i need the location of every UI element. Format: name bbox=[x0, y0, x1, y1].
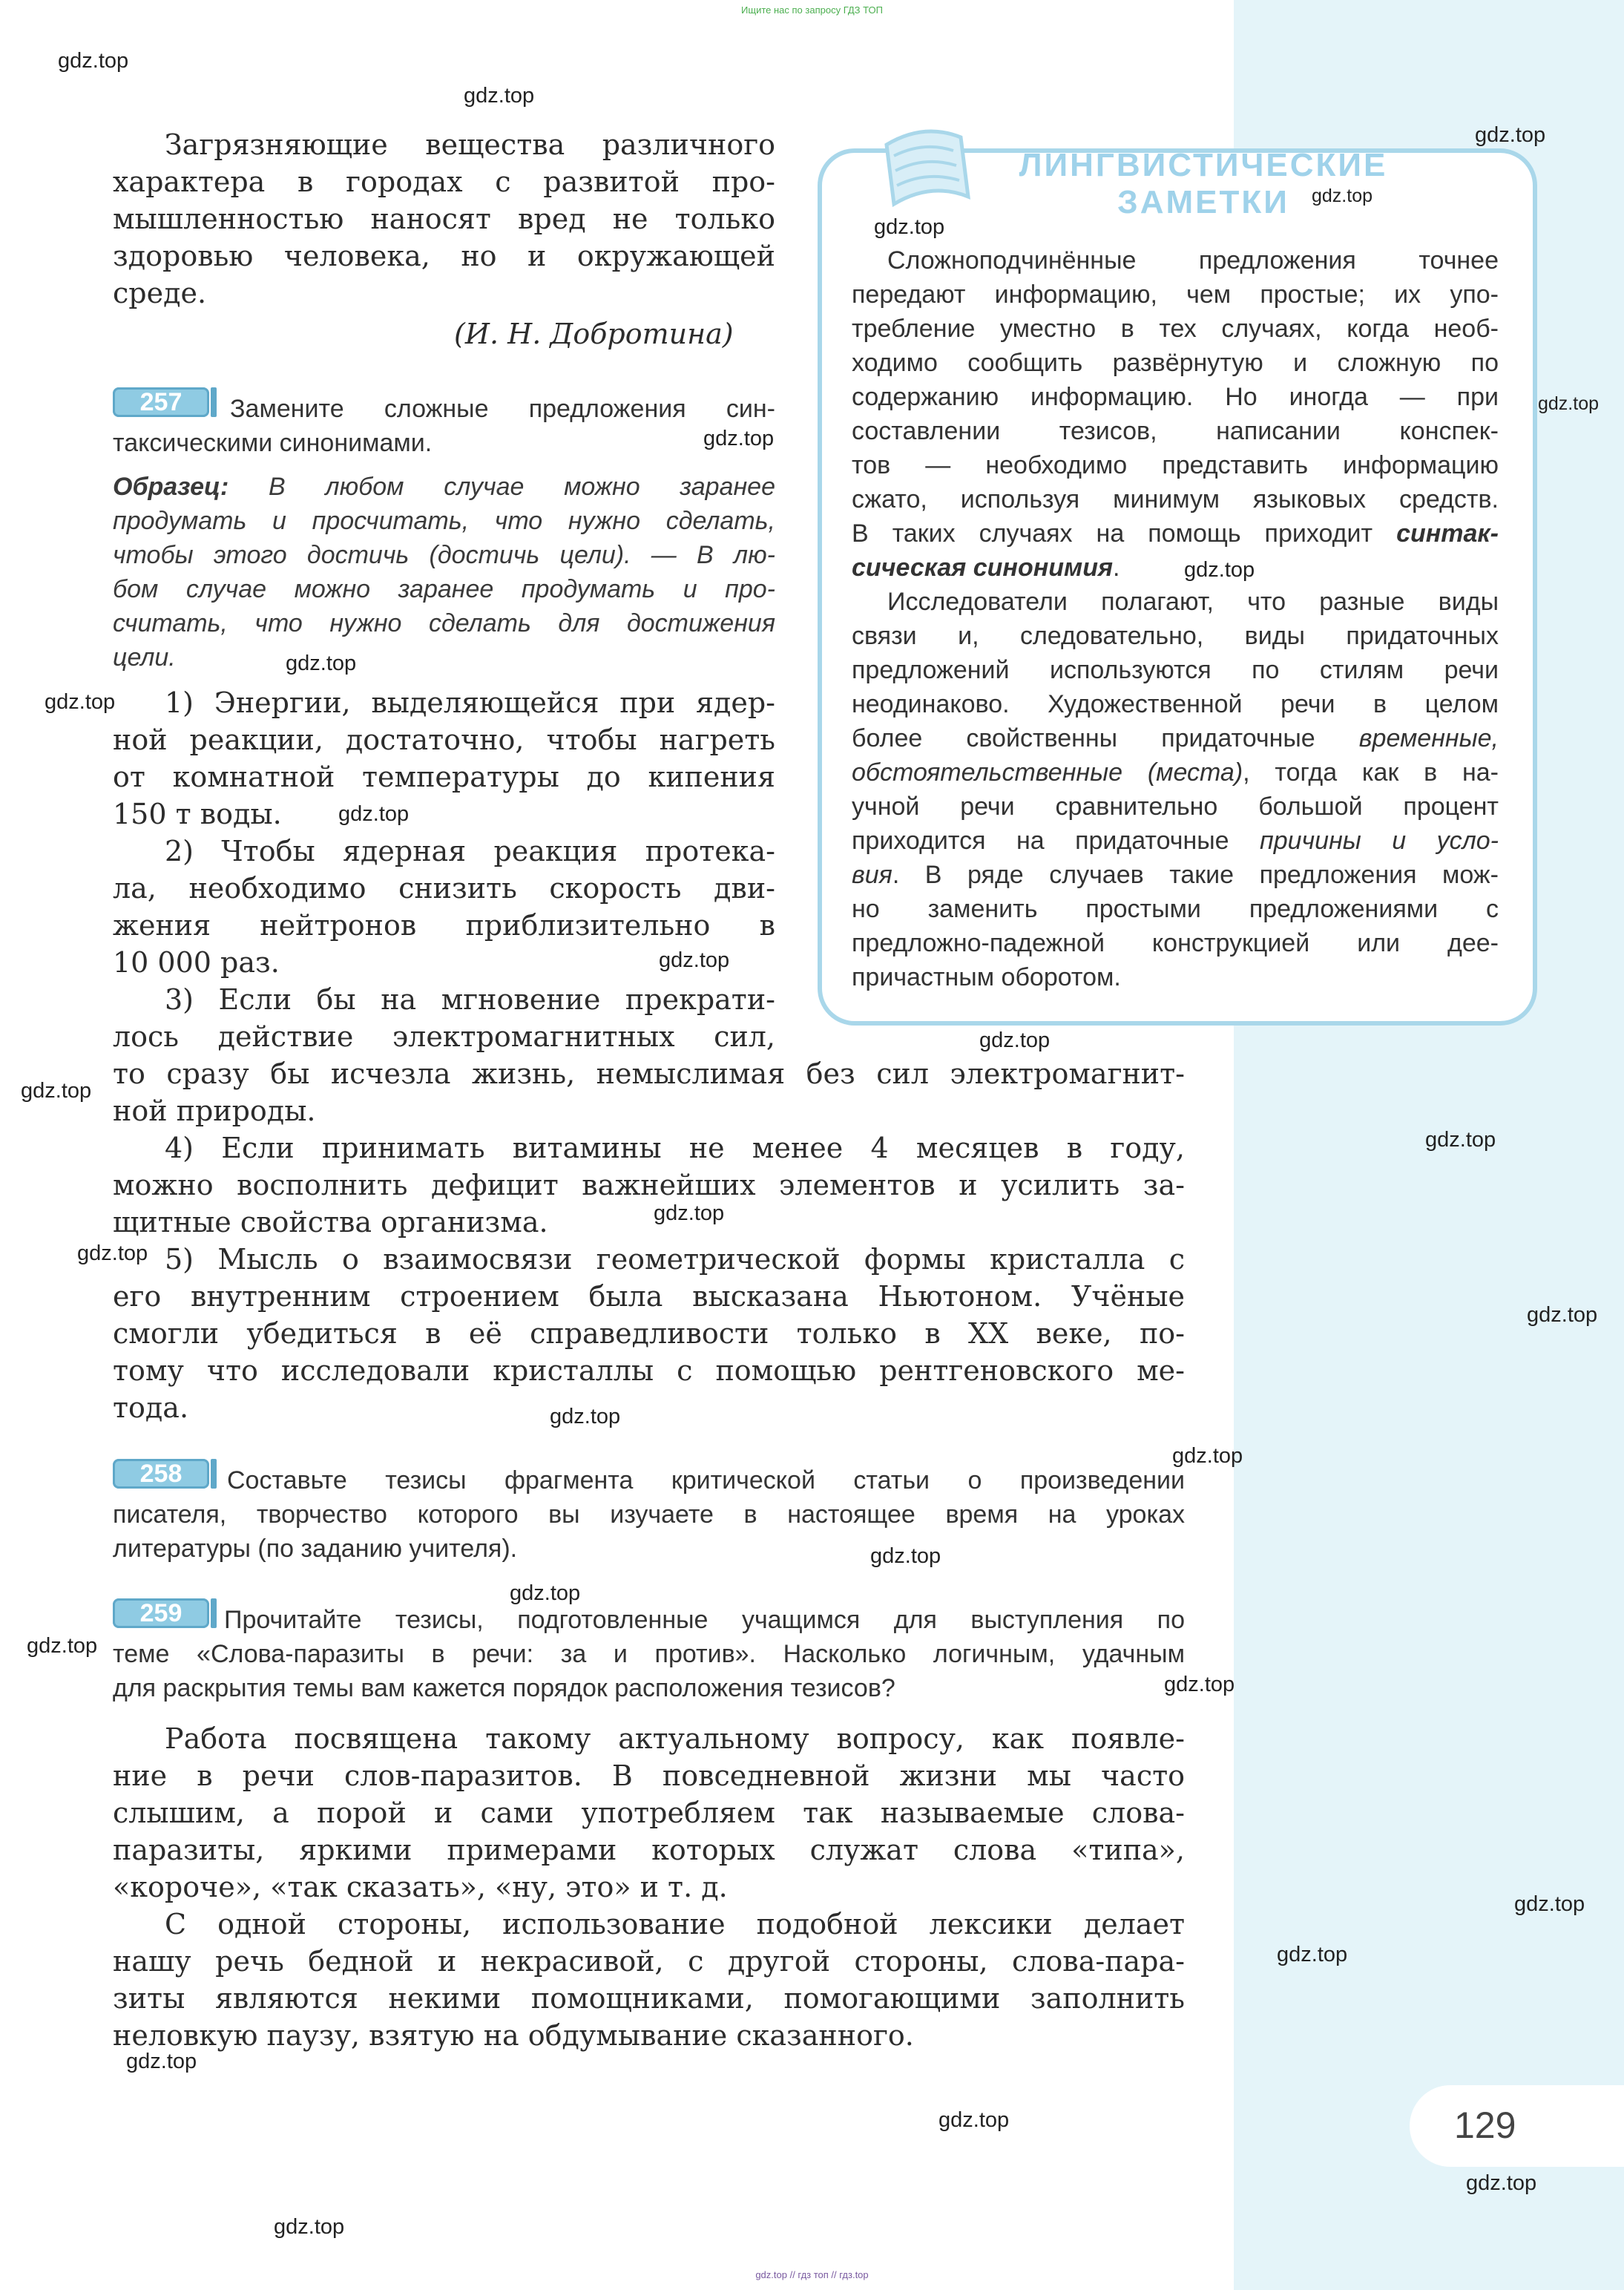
watermark: gdz.top bbox=[510, 1581, 581, 1605]
intro-text bbox=[113, 126, 775, 312]
watermark: gdz.top bbox=[1172, 1444, 1243, 1468]
watermark: gdz.top bbox=[1164, 1673, 1235, 1696]
task-line: Составьте тезисы фрагмента критической статьи о произведении bbox=[227, 1466, 1185, 1495]
sample-label: Образец: bbox=[113, 473, 229, 501]
item-line: то сразу бы исчезла жизнь, немыслимая без сил электромагнит- bbox=[113, 1057, 1185, 1090]
title-line: ЛИНГВИСТИЧЕСКИЕ bbox=[1019, 147, 1388, 183]
task-line: таксическими синонимами. bbox=[113, 429, 433, 457]
watermark: gdz.top bbox=[550, 1405, 621, 1428]
sample-line: чтобы этого достичь (достичь цели). — В лю- bbox=[113, 541, 775, 569]
quote-author: (И. Н. Добротина) bbox=[454, 318, 734, 350]
item-line: 10 000 раз. bbox=[113, 946, 280, 979]
watermark: gdz.top bbox=[979, 1028, 1051, 1052]
sample-line: Образец: В любом случае можно заранее bbox=[113, 473, 775, 501]
note-line: связи и, следовательно, виды придаточных bbox=[852, 622, 1499, 650]
task-line: литературы (по заданию учителя). bbox=[113, 1535, 518, 1563]
item-line: ной природы. bbox=[113, 1095, 316, 1127]
ex259-text bbox=[113, 1720, 1185, 2054]
text-line: нашу речь бедной и некрасивой, с другой стороны, слова-пара- bbox=[113, 1945, 1185, 1978]
note-line: Сложноподчинённые предложения точнее bbox=[887, 246, 1499, 275]
text-line: «короче», «так сказать», «ну, это» и т. д. bbox=[113, 1871, 728, 1903]
item-line: лось действие электромагнитных сил, bbox=[113, 1020, 775, 1053]
watermark: gdz.top bbox=[654, 1201, 725, 1225]
watermark: gdz.top bbox=[659, 948, 730, 972]
term-syntactic: синтак- bbox=[1396, 519, 1499, 548]
note-line: тов — необходимо представить информацию bbox=[852, 451, 1499, 479]
item-line: 4) Если принимать витамины не менее 4 месяцев в году, bbox=[165, 1132, 1185, 1164]
watermark: gdz.top bbox=[338, 802, 410, 826]
bottom-note: gdz.top // гдз топ // гдз.top bbox=[755, 2269, 869, 2280]
watermark: gdz.top bbox=[938, 2108, 1010, 2132]
watermark: gdz.top bbox=[1538, 393, 1600, 414]
page-number: 129 bbox=[1454, 2104, 1516, 2146]
note-line: вия. В ряде случаев такие предложения мож- bbox=[852, 861, 1499, 889]
item-line: 2) Чтобы ядерная реакция протека- bbox=[165, 835, 775, 867]
task-line: теме «Слова-паразиты в речи: за и против». Насколько логичным, удачным bbox=[113, 1640, 1185, 1668]
sample-line: продумать и просчитать, что нужно сделать, bbox=[113, 507, 775, 535]
item-line: тому что исследовали кристаллы с помощью рентгеновского ме- bbox=[113, 1354, 1185, 1387]
sample-line: считать, что нужно сделать для достижения bbox=[113, 609, 775, 637]
title-line: ЗАМЕТКИ bbox=[1117, 184, 1289, 220]
watermark: gdz.top bbox=[27, 1634, 98, 1658]
linguistic-notes-text bbox=[852, 243, 1499, 994]
text-line: зиты являются некими помощниками, помогающими заполнить bbox=[113, 1982, 1185, 2015]
note-line: более свойственны придаточные временные, bbox=[852, 724, 1499, 752]
task-line: Прочитайте тезисы, подготовленные учащимся для выступления по bbox=[224, 1606, 1185, 1634]
item-line: от комнатной температуры до кипения bbox=[113, 761, 775, 793]
intro-line: характера в городах с развитой про- bbox=[113, 165, 775, 198]
ex257-items-left bbox=[113, 684, 775, 1055]
watermark: gdz.top bbox=[286, 652, 357, 675]
note-line: неодинаково. Художественной речи в целом bbox=[852, 690, 1499, 718]
watermark: gdz.top bbox=[77, 1241, 148, 1265]
text-line: Работа посвящена такому актуальному вопросу, как появле- bbox=[165, 1722, 1185, 1755]
note-line: предложно-падежной конструкцией или дее- bbox=[852, 929, 1499, 957]
note-line: причастным оборотом. bbox=[852, 963, 1121, 991]
watermark: gdz.top bbox=[1184, 558, 1255, 582]
note-line: приходится на придаточные причины и усло- bbox=[852, 827, 1499, 855]
note-line: содержанию информацию. Но иногда — при bbox=[852, 383, 1499, 411]
watermark: gdz.top bbox=[1514, 1892, 1585, 1916]
item-line: можно восполнить дефицит важнейших элементов и усилить за- bbox=[113, 1169, 1185, 1201]
sample-line: цели. bbox=[113, 643, 176, 672]
watermark: gdz.top bbox=[1466, 2171, 1537, 2195]
ex257-task bbox=[113, 392, 775, 460]
item-line: 5) Мысль о взаимосвязи геометрической формы кристалла с bbox=[165, 1243, 1185, 1276]
ex257-items-full bbox=[113, 1055, 1185, 1426]
item-line: 150 т воды. bbox=[113, 798, 282, 830]
text-line: паразиты, яркими примерами которых служат слова «типа», bbox=[113, 1834, 1185, 1866]
note-line: Исследователи полагают, что разные виды bbox=[887, 588, 1499, 616]
note-line: передают информацию, чем простые; их упо- bbox=[852, 280, 1499, 309]
item-line: 1) Энергии, выделяющейся при ядер- bbox=[165, 686, 775, 719]
note-line: сическая синонимия. bbox=[852, 554, 1120, 582]
task-line: Замените сложные предложения син- bbox=[230, 395, 775, 423]
item-line: жения нейтронов приблизительно в bbox=[113, 909, 775, 942]
note-line: составлении тезисов, написании конспек- bbox=[852, 417, 1499, 445]
watermark: gdz.top bbox=[274, 2215, 345, 2239]
ex257-sample bbox=[113, 470, 775, 675]
watermark: gdz.top bbox=[1312, 186, 1373, 206]
watermark: gdz.top bbox=[703, 427, 775, 450]
watermark: gdz.top bbox=[464, 84, 535, 108]
note-line: ходимо сообщить развёрнутую и сложную по bbox=[852, 349, 1499, 377]
text-line: неловкую паузу, взятую на обдумывание сказанного. bbox=[113, 2019, 914, 2052]
intro-line: здоровью человека, но и окружающей bbox=[113, 240, 775, 272]
intro-line: Загрязняющие вещества различного bbox=[165, 128, 775, 161]
watermark: gdz.top bbox=[1425, 1128, 1496, 1152]
item-line: щитные свойства организма. bbox=[113, 1206, 548, 1238]
item-line: смогли убедиться в её справедливости только в XX веке, по- bbox=[113, 1317, 1185, 1350]
note-line: предложений используются по стилям речи bbox=[852, 656, 1499, 684]
task-line: для раскрытия темы вам кажется порядок расположения тезисов? bbox=[113, 1674, 895, 1702]
watermark: gdz.top bbox=[1277, 1943, 1348, 1966]
note-line: требление уместно в тех случаях, когда необ- bbox=[852, 315, 1499, 343]
text-line: ние в речи слов-паразитов. В повседневной жизни мы часто bbox=[113, 1759, 1185, 1792]
watermark: gdz.top bbox=[1527, 1303, 1598, 1327]
ex259-task bbox=[113, 1603, 1185, 1705]
watermark: gdz.top bbox=[45, 690, 116, 714]
text-line: слышим, а порой и сами употребляем так называемые слова- bbox=[113, 1797, 1185, 1829]
intro-line: мышленностью наносят вред не только bbox=[113, 203, 775, 235]
ex258-task bbox=[113, 1463, 1185, 1566]
watermark: gdz.top bbox=[58, 49, 129, 73]
item-line: 3) Если бы на мгновение прекрати- bbox=[165, 983, 775, 1016]
watermark: gdz.top bbox=[21, 1079, 92, 1103]
watermark: gdz.top bbox=[126, 2050, 197, 2073]
note-line: сжато, используя минимум языковых средств. bbox=[852, 485, 1499, 514]
note-line: учной речи сравнительно большой процент bbox=[852, 793, 1499, 821]
note-line: но заменить простыми предложениями с bbox=[852, 895, 1499, 923]
linguistic-notes-title bbox=[988, 147, 1418, 221]
item-line: ла, необходимо снизить скорость дви- bbox=[113, 872, 775, 905]
note-line: обстоятельственные (места), тогда как в на- bbox=[852, 758, 1499, 787]
sample-line: бом случае можно заранее продумать и про- bbox=[113, 575, 775, 603]
task-line: писателя, творчество которого вы изучаете в настоящее время на уроках bbox=[113, 1500, 1185, 1529]
intro-line: среде. bbox=[113, 277, 207, 309]
exercise-number-257: 257 bbox=[113, 387, 209, 417]
top-note: Ищите нас по запросу ГДЗ ТОП bbox=[741, 4, 883, 16]
exercise-number-259: 259 bbox=[113, 1598, 209, 1628]
watermark: gdz.top bbox=[870, 1544, 941, 1568]
term-synonymy: сическая синонимия bbox=[852, 554, 1113, 582]
item-line: его внутренним строением была высказана Ньютоном. Учёные bbox=[113, 1280, 1185, 1313]
text-line: С одной стороны, использование подобной лексики делает bbox=[165, 1908, 1185, 1940]
open-book-icon bbox=[879, 115, 990, 211]
exercise-number-258: 258 bbox=[113, 1459, 209, 1489]
watermark: gdz.top bbox=[1475, 123, 1546, 147]
item-line: ной реакции, достаточно, чтобы нагреть bbox=[113, 724, 775, 756]
page-number-tab bbox=[1410, 2085, 1624, 2167]
note-line: В таких случаях на помощь приходит синтак- bbox=[852, 519, 1499, 548]
item-line: тода. bbox=[113, 1391, 189, 1424]
watermark: gdz.top bbox=[874, 215, 945, 239]
